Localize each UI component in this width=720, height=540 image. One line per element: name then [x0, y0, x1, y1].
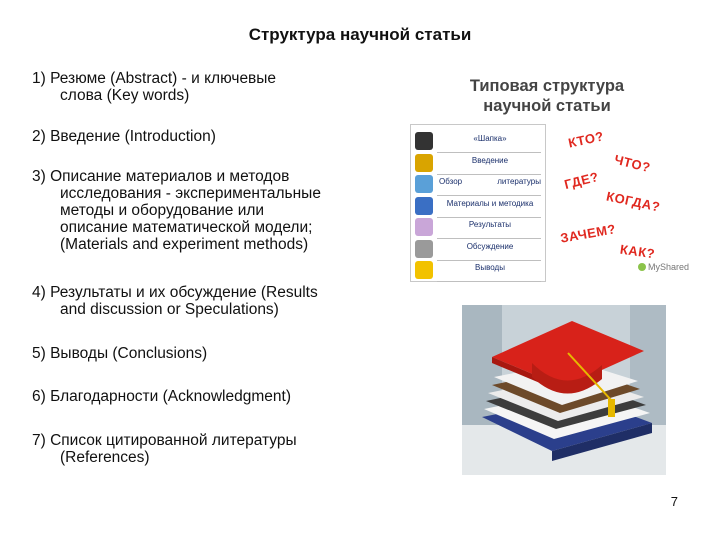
- list-item: [32, 70, 276, 104]
- question-who: КТО?: [566, 128, 606, 151]
- list-item-line: 5) Выводы (Conclusions): [32, 345, 208, 362]
- list-item-line: (Materials and experiment methods): [60, 236, 309, 253]
- structure-row-label: Обсуждение: [466, 241, 514, 251]
- magnifier-icon: [415, 175, 433, 193]
- rabbit-icon: [415, 218, 433, 236]
- list-item-line: 6) Благодарности (Acknowledgment): [32, 388, 291, 405]
- structure-row-label: Материалы и методика: [446, 198, 534, 208]
- structure-row-label: Выводы: [475, 263, 505, 272]
- structure-row: [411, 258, 545, 282]
- question-what: ЧТО?: [612, 151, 653, 176]
- brand-watermark: MyShared: [638, 262, 689, 272]
- list-item-line: исследования - экспериментальные: [60, 185, 321, 202]
- list-item-line: 3) Описание материалов и методов: [32, 168, 290, 185]
- brand-logo-icon: [638, 263, 646, 271]
- question-why: ЗАЧЕМ?: [559, 221, 618, 246]
- list-item-line: (References): [60, 449, 150, 466]
- figure-title-line2: научной статьи: [483, 97, 611, 115]
- structure-row-label-right: литературы: [497, 177, 541, 186]
- structure-row: [411, 172, 545, 196]
- list-item: [32, 168, 321, 253]
- row-divider: [437, 281, 541, 282]
- structure-row: [411, 151, 545, 175]
- structure-table: [410, 124, 546, 282]
- structure-row-label: Результаты: [468, 220, 512, 229]
- page-number: 7: [670, 494, 678, 509]
- figure-title: [452, 76, 642, 116]
- list-item: [32, 345, 207, 362]
- smiley-icon: [415, 261, 433, 279]
- list-item-line: описание математической модели;: [60, 219, 313, 236]
- list-item: [32, 388, 291, 405]
- structure-row: [411, 194, 545, 218]
- structure-row: [411, 129, 545, 153]
- list-item: [32, 432, 297, 466]
- list-item-line: методы и оборудование или: [60, 202, 265, 219]
- list-item-line: 2) Введение (Introduction): [32, 128, 216, 145]
- coin-icon: [415, 240, 433, 258]
- structure-row-label: [439, 177, 541, 186]
- structure-row: [411, 215, 545, 239]
- photo-illustration: [462, 305, 666, 475]
- figure-title-line1: Типовая структура: [469, 77, 625, 95]
- structure-row-label-left: Обзор: [439, 177, 463, 186]
- mortarboard-icon: [415, 132, 433, 150]
- notebook-icon: [415, 197, 433, 215]
- list-item-line: слова (Key words): [60, 87, 190, 104]
- list-item-line: and discussion or Speculations): [60, 301, 279, 318]
- list-item-line: 7) Список цитированной литературы: [32, 432, 297, 449]
- list-item-line: 1) Резюме (Abstract) - и ключевые: [32, 70, 277, 87]
- question-how: КАК?: [619, 241, 657, 262]
- question-when: КОГДА?: [605, 188, 662, 215]
- question-where: ГДЕ?: [562, 168, 601, 193]
- structure-row-label: «Шапка»: [473, 134, 507, 143]
- structure-row-label: Введение: [471, 155, 509, 165]
- list-item: [32, 128, 216, 145]
- abacus-icon: [415, 154, 433, 172]
- slide-title: Структура научной статьи: [248, 25, 472, 44]
- structure-row: [411, 237, 545, 261]
- list-item-line: 4) Результаты и их обсуждение (Results: [32, 284, 318, 301]
- list-item: [32, 284, 318, 318]
- graduation-books-photo: [462, 305, 666, 475]
